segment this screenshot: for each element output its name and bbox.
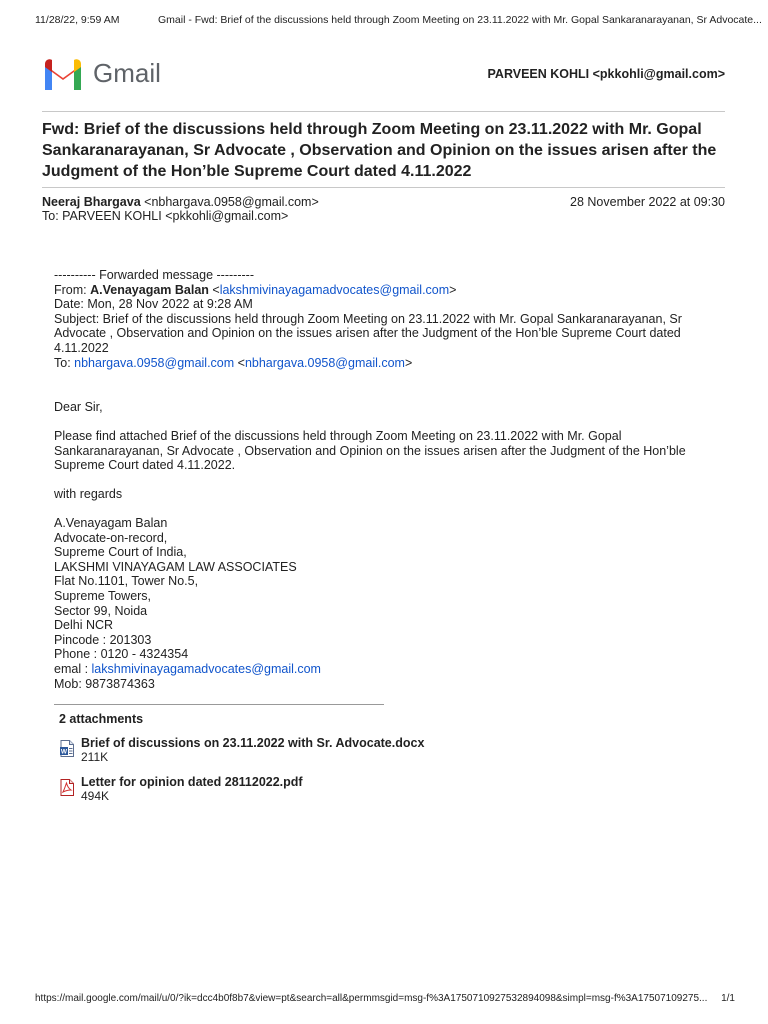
forwarded-subject-line-2: Advocate , Observation and Opinion on the issues arisen after the Judgment of the Hon’ble Supreme Court dated xyxy=(54,326,681,341)
email-label: emal : xyxy=(54,661,92,676)
to-label: To: xyxy=(54,355,75,370)
attachment-size: 211K xyxy=(81,750,109,764)
message-date: 28 November 2022 at 09:30 xyxy=(570,195,725,209)
signature-line-7: Sector 99, Noida xyxy=(54,603,148,618)
to-email-link-2[interactable]: nbhargava.0958@gmail.com xyxy=(244,355,405,370)
forwarded-header xyxy=(54,268,682,370)
attachment-item-2[interactable] xyxy=(81,775,303,803)
paragraph-line-1: Please find attached Brief of the discussions held through Zoom Meeting on 23.11.2022 with Mr. Gopal xyxy=(54,429,622,443)
email-subject: Fwd: Brief of the discussions held through Zoom Meeting on 23.11.2022 with Mr. Gopal Sankaranarayanan, Sr Advocate , Observation and Opinion on the issues arisen after the Judgment of the Hon’ble Supreme Court dated 4.11.2022 xyxy=(42,121,717,180)
signature-email xyxy=(54,662,321,677)
word-doc-icon xyxy=(60,740,74,757)
signature-line-4: LAKSHMI VINAYAGAM LAW ASSOCIATES xyxy=(54,559,297,574)
print-title: Gmail - Fwd: Brief of the discussions held through Zoom Meeting on 23.11.2022 with Mr. Gopal Sankaranarayanan, Sr Advocate... xyxy=(158,14,762,26)
from-email-link[interactable]: lakshmivinayagamadvocates@gmail.com xyxy=(219,282,450,297)
signature-mobile: Mob: 9873874363 xyxy=(54,676,155,691)
attachment-name[interactable]: Letter for opinion dated 28112022.pdf xyxy=(81,775,303,789)
signature-line-3: Supreme Court of India, xyxy=(54,545,187,560)
signature-line-10: Phone : 0120 - 4324354 xyxy=(54,647,189,662)
forwarded-subject-line-1: Subject: Brief of the discussions held through Zoom Meeting on 23.11.2022 with Mr. Gopal Sankaranarayanan, Sr xyxy=(54,311,682,326)
signature-email-link[interactable]: lakshmivinayagamadvocates@gmail.com xyxy=(91,661,321,676)
attachment-name[interactable]: Brief of discussions on 23.11.2022 with Sr. Advocate.docx xyxy=(81,736,425,750)
attachments-title: 2 attachments xyxy=(59,712,144,726)
body-paragraph xyxy=(54,429,686,473)
signature-line-6: Supreme Towers, xyxy=(54,588,152,603)
print-datetime: 11/28/22, 9:59 AM xyxy=(35,14,120,26)
closing: with regards xyxy=(54,487,123,501)
signature-block xyxy=(54,516,321,691)
paragraph-line-2: Sankaranarayanan, Sr Advocate , Observation and Opinion on the issues arisen after the Judgment of the Hon’ble xyxy=(54,443,686,458)
forwarded-marker: ---------- Forwarded message --------- xyxy=(54,268,254,282)
forwarded-date: Date: Mon, 28 Nov 2022 at 9:28 AM xyxy=(54,297,253,312)
attachments-divider xyxy=(54,704,384,705)
signature-line-9: Pincode : 201303 xyxy=(54,632,152,647)
gmail-wordmark: Gmail xyxy=(93,58,161,88)
print-url: https://mail.google.com/mail/u/0/?ik=dcc4b0f8b7&view=pt&search=all&permmsgid=msg-f%3A1750710927532894098&simpl=msg-f%3A17507109275... xyxy=(35,993,708,1004)
print-page-number: 1/1 xyxy=(721,993,735,1004)
signature-line-2: Advocate-on-record, xyxy=(54,530,168,545)
from-name: A.Venayagam Balan xyxy=(90,282,209,297)
attachment-item-1[interactable] xyxy=(81,736,424,764)
forwarded-from: From: A.Venayagam Balan <lakshmivinayagamadvocates@gmail.com> xyxy=(54,282,457,297)
sender-name: Neeraj Bhargava xyxy=(42,195,141,209)
from-label: From: xyxy=(54,282,91,297)
to-email-link[interactable]: nbhargava.0958@gmail.com xyxy=(74,355,235,370)
attachment-size: 494K xyxy=(81,789,110,803)
signature-line-5: Flat No.1101, Tower No.5, xyxy=(54,574,199,589)
forwarded-subject-line-3: 4.11.2022 xyxy=(54,340,109,355)
svg-text:W: W xyxy=(60,748,68,756)
signature-line-1: A.Venayagam Balan xyxy=(54,516,168,530)
pdf-icon xyxy=(60,779,74,796)
greeting: Dear Sir, xyxy=(54,400,103,414)
forwarded-to: To: nbhargava.0958@gmail.com <nbhargava.0958@gmail.com> xyxy=(54,355,413,370)
recipient-line: To: PARVEEN KOHLI <pkkohli@gmail.com> xyxy=(42,209,289,223)
sender-email: <nbhargava.0958@gmail.com> xyxy=(144,195,319,209)
signature-line-8: Delhi NCR xyxy=(54,618,114,633)
header-divider xyxy=(42,111,725,112)
account-label: PARVEEN KOHLI <pkkohli@gmail.com> xyxy=(487,67,725,81)
subject-divider xyxy=(42,187,725,188)
paragraph-line-3: Supreme Court dated 4.11.2022. xyxy=(54,458,236,473)
sender-line xyxy=(42,195,319,209)
gmail-logo-icon xyxy=(42,56,84,92)
